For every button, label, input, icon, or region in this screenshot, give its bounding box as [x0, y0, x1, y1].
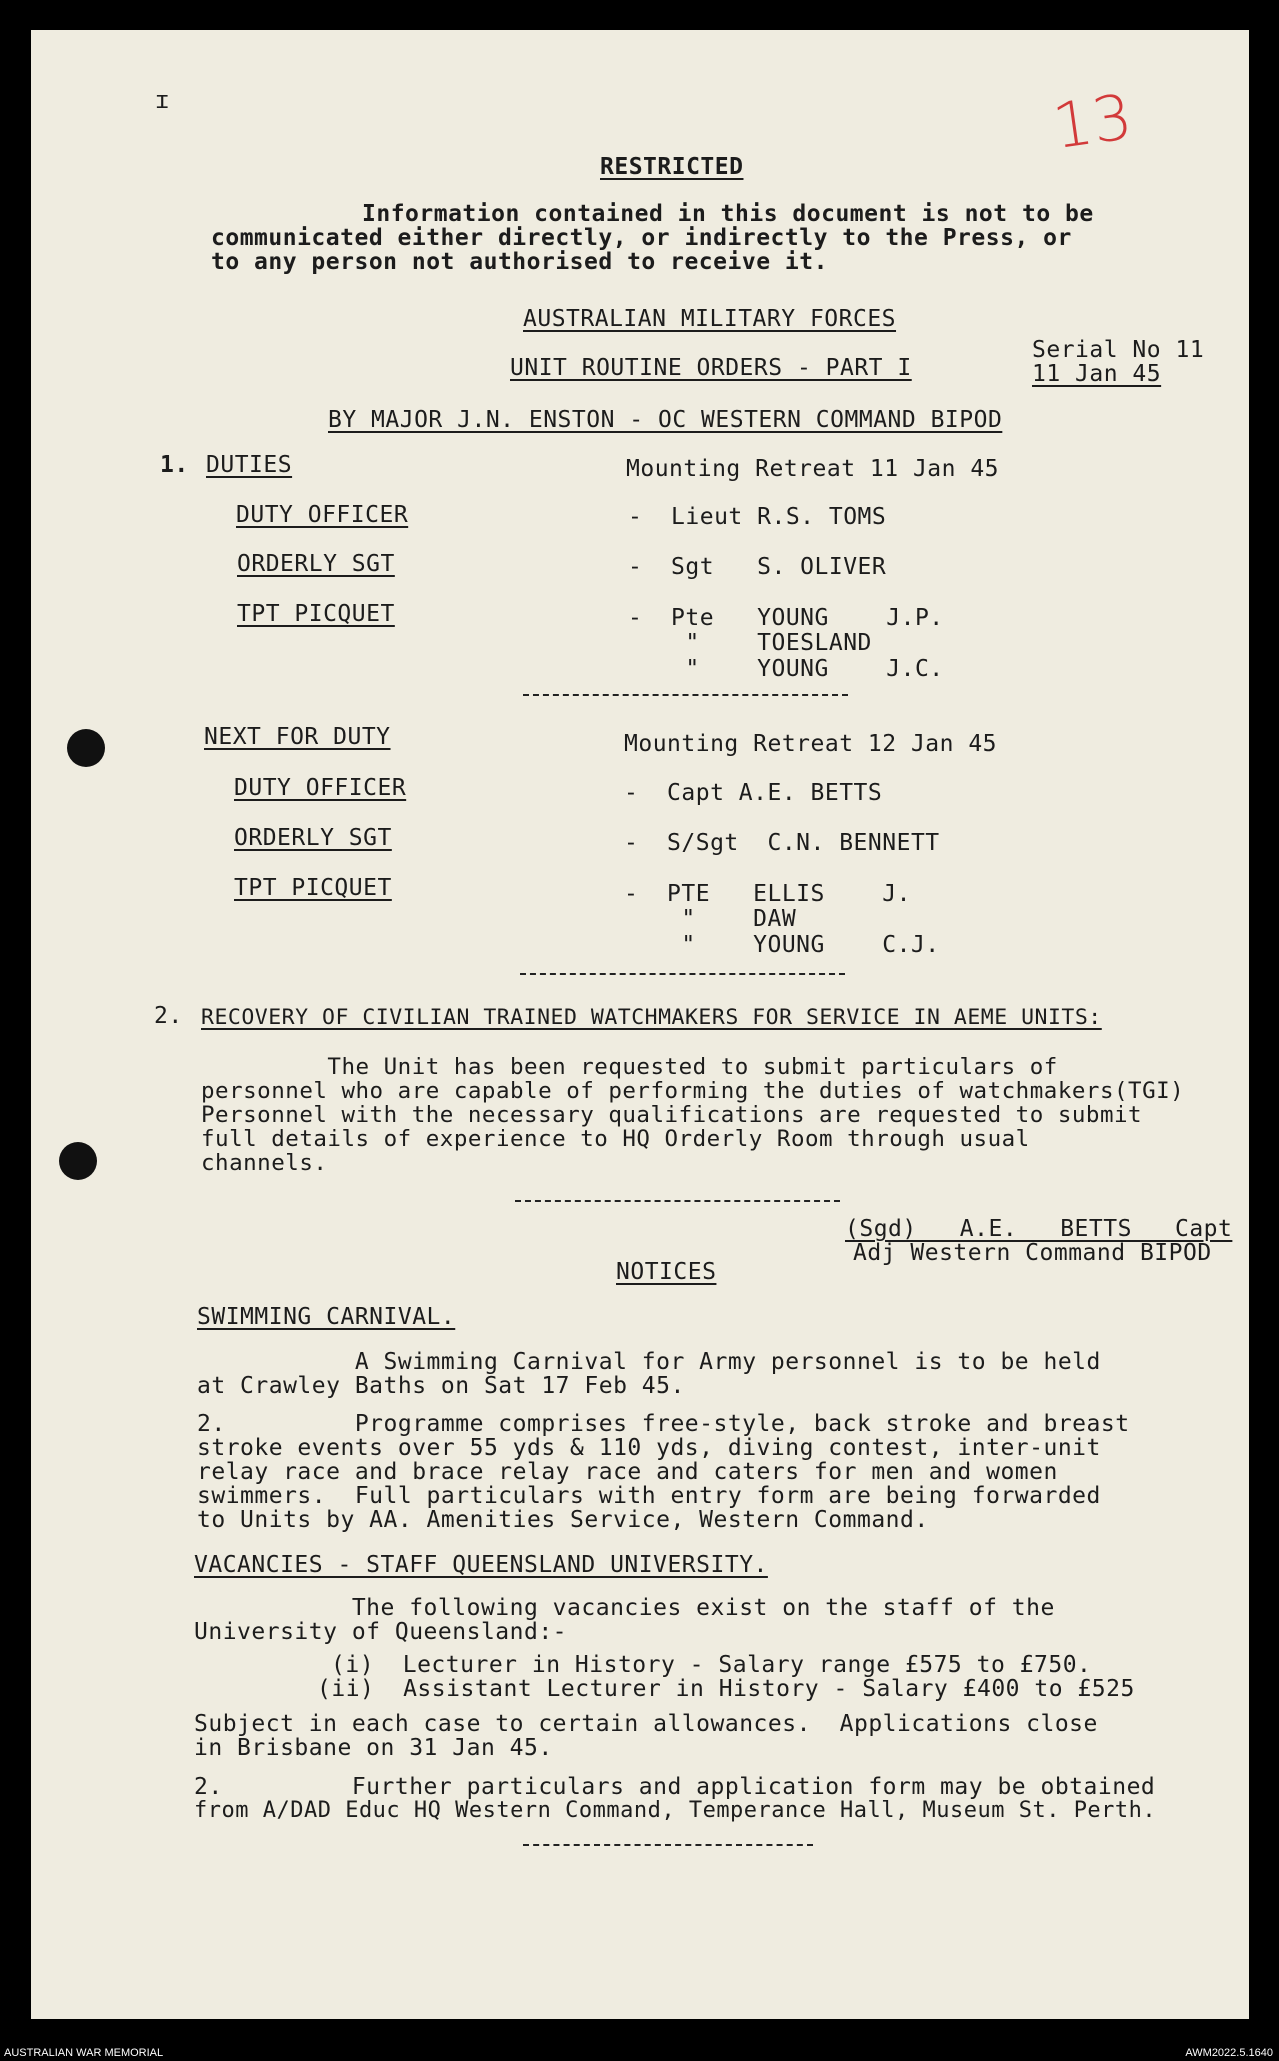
- tick-mark: ɪ: [155, 86, 170, 114]
- picquet-line: " DAW: [624, 906, 797, 932]
- restricted-heading: RESTRICTED: [600, 154, 744, 180]
- punch-hole: [67, 729, 105, 767]
- restriction-line: Information contained in this document is not to be: [362, 201, 1094, 227]
- restriction-line: communicated either directly, or indirectly to the Press, or: [211, 225, 1072, 251]
- signature-line: (Sgd) A.E. BETTS Capt: [845, 1216, 1233, 1242]
- recovery-text-line: full details of experience to HQ Orderly Room through usual: [201, 1126, 1030, 1152]
- archive-credit: AUSTRALIAN WAR MEMORIAL: [4, 2047, 164, 2059]
- orders-title: UNIT ROUTINE ORDERS - PART I: [510, 355, 912, 381]
- swimming-text-line: to Units by AA. Amenities Service, Western Command.: [197, 1507, 929, 1533]
- section-divider: [520, 973, 845, 975]
- restriction-line: to any person not authorised to receive it.: [211, 249, 828, 275]
- swimming-heading: SWIMMING CARNIVAL.: [197, 1304, 456, 1330]
- document-page: [31, 30, 1249, 2019]
- notices-heading: NOTICES: [616, 1259, 717, 1285]
- picquet-line: " YOUNG C.J.: [624, 932, 940, 958]
- orderly-sgt-value: - S/Sgt C.N. BENNETT: [624, 830, 940, 856]
- vacancies-text-line: Subject in each case to certain allowances. Applications close: [194, 1711, 1098, 1737]
- folio-number: 13: [1048, 79, 1137, 164]
- issued-by: BY MAJOR J.N. ENSTON - OC WESTERN COMMAND BIPOD: [328, 407, 1003, 433]
- punch-hole: [59, 1142, 97, 1180]
- vacancies-heading: VACANCIES - STAFF QUEENSLAND UNIVERSITY.: [194, 1552, 768, 1578]
- section-number: 1.: [160, 452, 189, 478]
- mounting-retreat: Mounting Retreat 12 Jan 45: [624, 731, 998, 757]
- serial-number: Serial No 11: [1032, 337, 1205, 363]
- swimming-text-line: at Crawley Baths on Sat 17 Feb 45.: [197, 1373, 685, 1399]
- order-date: 11 Jan 45: [1032, 361, 1162, 387]
- section-divider: [523, 694, 848, 696]
- picquet-line: - PTE ELLIS J.: [624, 881, 911, 907]
- section-divider: [515, 1200, 840, 1202]
- recovery-text-line: personnel who are capable of performing the duties of watchmakers(TGI): [201, 1078, 1185, 1104]
- recovery-text-line: Personnel with the necessary qualifications are requested to submit: [201, 1102, 1143, 1128]
- duty-officer-label: DUTY OFFICER: [236, 502, 409, 528]
- vacancy-item: (i) Lecturer in History - Salary range £575 to £750.: [331, 1652, 1092, 1678]
- orderly-sgt-value: - Sgt S. OLIVER: [628, 554, 887, 580]
- archive-reference: AWM2022.5.1640: [1185, 2047, 1273, 2059]
- next-duty-heading: NEXT FOR DUTY: [204, 724, 391, 750]
- recovery-heading: RECOVERY OF CIVILIAN TRAINED WATCHMAKERS FOR SERVICE IN AEME UNITS:: [201, 1005, 1102, 1030]
- orderly-sgt-label: ORDERLY SGT: [234, 825, 392, 851]
- swimming-text-line: A Swimming Carnival for Army personnel is to be held: [197, 1349, 1101, 1375]
- force-title: AUSTRALIAN MILITARY FORCES: [523, 306, 897, 332]
- vacancies-text-line: University of Queensland:-: [194, 1619, 568, 1645]
- swimming-text-line: 2. Programme comprises free-style, back stroke and breast: [197, 1411, 1130, 1437]
- duty-officer-value: - Capt A.E. BETTS: [624, 780, 883, 806]
- duty-officer-value: - Lieut R.S. TOMS: [628, 504, 887, 530]
- mounting-retreat: Mounting Retreat 11 Jan 45: [626, 456, 1000, 482]
- recovery-text-line: The Unit has been requested to submit particulars of: [201, 1054, 1058, 1080]
- swimming-text-line: relay race and brace relay race and caters for men and women: [197, 1459, 1058, 1485]
- vacancies-text-line: The following vacancies exist on the staff of the: [194, 1595, 1055, 1621]
- section-divider: [523, 1844, 813, 1846]
- orderly-sgt-label: ORDERLY SGT: [237, 551, 395, 577]
- vacancy-item: (ii) Assistant Lecturer in History - Salary £400 to £525: [317, 1676, 1135, 1702]
- section-number: 2.: [154, 1003, 183, 1029]
- vacancies-text-line: 2. Further particulars and application form may be obtained: [194, 1774, 1156, 1800]
- swimming-text-line: swimmers. Full particulars with entry form are being forwarded: [197, 1483, 1101, 1509]
- duty-officer-label: DUTY OFFICER: [234, 775, 407, 801]
- tpt-picquet-label: TPT PICQUET: [234, 875, 392, 901]
- recovery-text-line: channels.: [201, 1150, 328, 1176]
- signature-appointment: Adj Western Command BIPOD: [853, 1240, 1212, 1266]
- tpt-picquet-label: TPT PICQUET: [237, 601, 395, 627]
- picquet-line: " TOESLAND: [628, 630, 872, 656]
- vacancies-text-line: in Brisbane on 31 Jan 45.: [194, 1735, 553, 1761]
- picquet-line: " YOUNG J.C.: [628, 656, 944, 682]
- duties-heading: DUTIES: [206, 452, 293, 478]
- swimming-text-line: stroke events over 55 yds & 110 yds, diving contest, inter-unit: [197, 1435, 1101, 1461]
- vacancies-text-line: from A/DAD Educ HQ Western Command, Temperance Hall, Museum St. Perth.: [194, 1798, 1157, 1823]
- picquet-line: - Pte YOUNG J.P.: [628, 605, 944, 631]
